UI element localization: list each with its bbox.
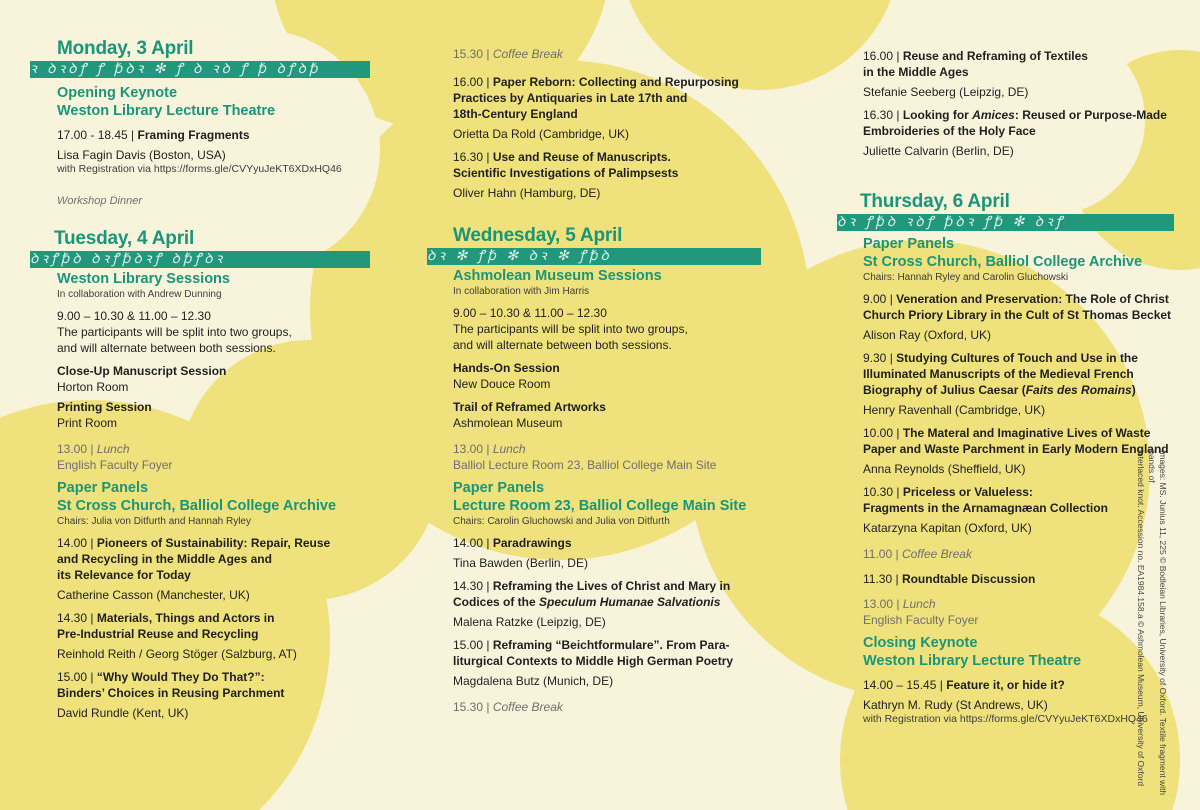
- thursday-program: [863, 235, 1173, 726]
- coffee-time: 15.30 |: [453, 47, 490, 61]
- speaker: Magdalena Butz (Munich, DE): [453, 674, 614, 688]
- credit-line: interlaced knot. Accession no. EA1984.158.a © Ashmolean Museum, University of Oxford: [1136, 450, 1146, 787]
- session-venue: Weston Library Lecture Theatre: [57, 103, 276, 119]
- collaboration-note: In collaboration with Jim Harris: [453, 286, 590, 297]
- collaboration-note: In collaboration with Andrew Dunning: [57, 289, 222, 300]
- talk-title: Pioneers of Sustainability: Repair, Reuse: [96, 536, 331, 550]
- talk-title: [453, 594, 783, 610]
- session-title: Hands-On Session: [453, 361, 560, 375]
- speaker: Malena Ratzke (Leipzig, DE): [453, 615, 606, 629]
- speaker: Lisa Fagin Davis (Boston, USA): [57, 148, 226, 162]
- registration-link[interactable]: with Registration via https://forms.gle/CVYyuJeKT6XDxHQ46: [863, 713, 1148, 725]
- talk-title: Church Priory Library in the Cult of St Thomas Becket: [863, 308, 1172, 322]
- talk-title: its Relevance for Today: [57, 568, 191, 582]
- speaker: Reinhold Reith / Georg Stöger (Salzburg, AT): [57, 647, 297, 661]
- manuscript-strip-monday: ꝛ ꝺꝛꝺꝭ ꝭ ꝥꝺꝛ ✻ ꝭ ꝺ ꝛꝺ ꝭ ꝥ ꝺꝭꝺꝥ: [30, 61, 370, 78]
- talk-line: [863, 291, 1173, 307]
- talk-time: 9.00 |: [863, 292, 893, 306]
- speaker: Anna Reynolds (Sheffield, UK): [863, 462, 1026, 476]
- wednesday-header: [453, 225, 773, 247]
- talk-title: Reframing “Beichtformulare”. From Para-: [492, 638, 730, 652]
- talk-title: Feature it, or hide it?: [946, 678, 1065, 692]
- talk-line: [57, 669, 377, 685]
- lunch-place: English Faculty Foyer: [57, 458, 173, 472]
- talk-title: Materials, Things and Actors in: [96, 611, 275, 625]
- session-room: Print Room: [57, 416, 118, 430]
- talk-line: [57, 610, 377, 626]
- talk-title: Binders’ Choices in Reusing Parchment: [57, 686, 285, 700]
- talk-title: Paradrawings: [492, 536, 572, 550]
- monday-program: [57, 84, 377, 209]
- split-note: The participants will be split into two groups,: [453, 322, 688, 336]
- coffee-time: 15.30 |: [453, 700, 490, 714]
- talk-title: [863, 382, 1173, 398]
- talk-title-part: : Reused or Purpose-Made: [1014, 108, 1167, 122]
- wednesday-continued: [863, 48, 1173, 159]
- manuscript-strip-tuesday: ꝺꝛꝭꝥꝺ ꝺꝛꝭꝥꝺꝛꝭ ꝺꝥꝭꝺꝛ: [30, 251, 370, 268]
- talk-title: “Why Would They Do That?”:: [96, 670, 265, 684]
- wednesday-program: [453, 267, 783, 715]
- talk-time: 14.30 |: [57, 611, 94, 625]
- session-heading: Ashmolean Museum Sessions: [453, 268, 662, 284]
- talk-time: 15.00 |: [57, 670, 94, 684]
- coffee-label: Coffee Break: [901, 547, 972, 561]
- talk-title: Illuminated Manuscripts of the Medieval French: [863, 367, 1134, 381]
- talk-time: 9.30 |: [863, 351, 893, 365]
- speaker: Henry Ravenhall (Cambridge, UK): [863, 403, 1046, 417]
- image-credit: [1135, 450, 1168, 810]
- monday-column: [57, 38, 377, 60]
- speaker: Kathryn M. Rudy (St Andrews, UK): [863, 698, 1048, 712]
- talk-title-part: ): [1131, 383, 1136, 397]
- talk-title: Embroideries of the Holy Face: [863, 124, 1036, 138]
- talk-time: 10.00 |: [863, 426, 900, 440]
- session-room: New Douce Room: [453, 377, 551, 391]
- keynote-venue: Weston Library Lecture Theatre: [863, 653, 1082, 669]
- talk-title-part: Biography of Julius Caesar (: [863, 383, 1026, 397]
- day-heading-tuesday: Tuesday, 4 April: [54, 228, 195, 249]
- chairs-note: Chairs: Hannah Ryley and Carolin Gluchowski: [863, 272, 1069, 283]
- talk-line: [57, 535, 377, 551]
- talk-title: Practices by Antiquaries in Late 17th and: [453, 91, 688, 105]
- tuesday-continued: [453, 46, 773, 201]
- lunch-label: Lunch: [492, 442, 526, 456]
- lunch-line: [863, 596, 1173, 612]
- talk-title: Fragments in the Arnamagnæan Collection: [863, 501, 1108, 515]
- talk-line: [57, 127, 377, 143]
- lunch-time: 13.00 |: [453, 442, 490, 456]
- talk-time: 17.00 - 18.45 |: [57, 128, 135, 142]
- talk-time: 16.30 |: [453, 150, 490, 164]
- talk-title: Use and Reuse of Manuscripts.: [492, 150, 671, 164]
- dinner-label: Workshop Dinner: [57, 195, 142, 207]
- thursday-header: [860, 191, 1180, 213]
- session-times: 9.00 – 10.30 & 11.00 – 12.30: [57, 309, 211, 323]
- talk-time: 16.00 |: [863, 49, 900, 63]
- coffee-label: Coffee Break: [492, 700, 563, 714]
- panel-heading: Paper Panels: [57, 480, 149, 496]
- tuesday-header: [54, 228, 374, 250]
- speaker: Orietta Da Rold (Cambridge, UK): [453, 127, 630, 141]
- lunch-line: [57, 441, 377, 457]
- coffee-line: [863, 546, 1173, 562]
- manuscript-strip-wednesday: ꝺꝛ ✻ ꝭꝥ ✻ ꝺꝛ ✻ ꝭꝥꝺ: [427, 248, 761, 265]
- talk-line: [453, 535, 783, 551]
- panel-heading: Paper Panels: [453, 480, 545, 496]
- session-room: Horton Room: [57, 380, 129, 394]
- speaker: Stefanie Seeberg (Leipzig, DE): [863, 85, 1029, 99]
- split-note: The participants will be split into two groups,: [57, 325, 292, 339]
- talk-time: 15.00 |: [453, 638, 490, 652]
- talk-title: Paper and Waste Parchment in Early Modern England: [863, 442, 1169, 456]
- lunch-time: 13.00 |: [863, 597, 900, 611]
- speaker: Tina Bawden (Berlin, DE): [453, 556, 588, 570]
- session-title: Trail of Reframed Artworks: [453, 400, 606, 414]
- talk-title: Roundtable Discussion: [901, 572, 1036, 586]
- talk-title-italic: Amices: [972, 108, 1015, 122]
- talk-title: and Recycling in the Middle Ages and: [57, 552, 272, 566]
- manuscript-strip-thursday: ꝺꝛ ꝭꝥꝺ ꝛꝺꝭ ꝥꝺꝛ ꝭꝥ ✻ ꝺꝛꝭ: [837, 214, 1174, 231]
- talk-title: in the Middle Ages: [863, 65, 969, 79]
- talk-title: 18th-Century England: [453, 107, 578, 121]
- talk-line: [453, 149, 773, 165]
- lunch-line: [453, 441, 783, 457]
- session-heading: Opening Keynote: [57, 85, 178, 101]
- talk-time: 14.00 |: [57, 536, 94, 550]
- coffee-line: [453, 46, 773, 62]
- lunch-label: Lunch: [902, 597, 936, 611]
- lunch-time: 13.00 |: [57, 442, 94, 456]
- talk-time: 16.00 |: [453, 75, 490, 89]
- session-times: 9.00 – 10.30 & 11.00 – 12.30: [453, 306, 607, 320]
- talk-line: [863, 107, 1173, 123]
- speaker: Alison Ray (Oxford, UK): [863, 328, 992, 342]
- speaker: David Rundle (Kent, UK): [57, 706, 189, 720]
- talk-line: [863, 571, 1173, 587]
- talk-title: Reuse and Reframing of Textiles: [902, 49, 1088, 63]
- talk-title-italic: Speculum Humanae Salvationis: [539, 595, 721, 609]
- talk-title-part: Looking for: [902, 108, 973, 122]
- talk-title-italic: Faits des Romains: [1025, 383, 1132, 397]
- tuesday-program: [57, 270, 377, 721]
- speaker: Oliver Hahn (Hamburg, DE): [453, 186, 601, 200]
- speaker: Juliette Calvarin (Berlin, DE): [863, 144, 1014, 158]
- talk-time: 14.00 – 15.45 |: [863, 678, 943, 692]
- talk-title: Paper Reborn: Collecting and Repurposing: [492, 75, 739, 89]
- credit-line: Images: MS. Junius 11, 225 © Bodleian Libraries, University of Oxford. Textile fragment with bands of: [1147, 450, 1168, 796]
- talk-time: 14.00 |: [453, 536, 490, 550]
- talk-time: 10.30 |: [863, 485, 900, 499]
- panel-venue: St Cross Church, Balliol College Archive: [863, 254, 1143, 270]
- talk-title-part: Codices of the: [453, 595, 540, 609]
- split-note: and will alternate between both sessions.: [453, 338, 672, 352]
- talk-title: Studying Cultures of Touch and Use in the: [896, 351, 1138, 365]
- talk-line: [453, 74, 773, 90]
- panel-venue: St Cross Church, Balliol College Archive: [57, 498, 337, 514]
- talk-line: [863, 48, 1173, 64]
- talk-time: 11.30 |: [863, 572, 899, 586]
- day-heading-wednesday: Wednesday, 5 April: [453, 225, 623, 246]
- talk-title: Veneration and Preservation: The Role of Christ: [896, 292, 1169, 306]
- session-title: Printing Session: [57, 400, 152, 414]
- talk-line: [863, 425, 1173, 441]
- talk-title: Pre-Industrial Reuse and Recycling: [57, 627, 259, 641]
- talk-title: Framing Fragments: [137, 128, 250, 142]
- talk-title: Priceless or Valueless:: [902, 485, 1033, 499]
- day-heading-thursday: Thursday, 6 April: [860, 191, 1010, 212]
- talk-time: 14.30 |: [453, 579, 490, 593]
- talk-time: 16.30 |: [863, 108, 900, 122]
- talk-line: [863, 677, 1173, 693]
- talk-title: liturgical Contexts to Middle High German Poetry: [453, 654, 734, 668]
- panel-heading: Paper Panels: [863, 236, 955, 252]
- speaker: Catherine Casson (Manchester, UK): [57, 588, 250, 602]
- talk-title: Scientific Investigations of Palimpsests: [453, 166, 679, 180]
- chairs-note: Chairs: Carolin Gluchowski and Julia von Ditfurth: [453, 516, 670, 527]
- split-note: and will alternate between both sessions.: [57, 341, 276, 355]
- session-title: Close-Up Manuscript Session: [57, 364, 227, 378]
- coffee-line: [453, 699, 783, 715]
- talk-line: [453, 578, 783, 594]
- coffee-time: 11.00 |: [863, 547, 899, 561]
- talk-title: The Materal and Imaginative Lives of Waste: [902, 426, 1151, 440]
- day-heading-monday: Monday, 3 April: [57, 38, 194, 59]
- lunch-place: Balliol Lecture Room 23, Balliol College Main Site: [453, 458, 717, 472]
- session-heading: Weston Library Sessions: [57, 271, 230, 287]
- registration-link[interactable]: with Registration via https://forms.gle/CVYyuJeKT6XDxHQ46: [57, 163, 342, 175]
- keynote-heading: Closing Keynote: [863, 635, 978, 651]
- chairs-note: Chairs: Julia von Ditfurth and Hannah Ryley: [57, 516, 251, 527]
- lunch-label: Lunch: [96, 442, 130, 456]
- talk-line: [863, 350, 1173, 366]
- coffee-label: Coffee Break: [492, 47, 563, 61]
- speaker: Katarzyna Kapitan (Oxford, UK): [863, 521, 1032, 535]
- panel-venue: Lecture Room 23, Balliol College Main Site: [453, 498, 747, 514]
- talk-line: [863, 484, 1173, 500]
- lunch-place: English Faculty Foyer: [863, 613, 979, 627]
- session-room: Ashmolean Museum: [453, 416, 563, 430]
- talk-line: [453, 637, 783, 653]
- talk-title: Reframing the Lives of Christ and Mary in: [492, 579, 731, 593]
